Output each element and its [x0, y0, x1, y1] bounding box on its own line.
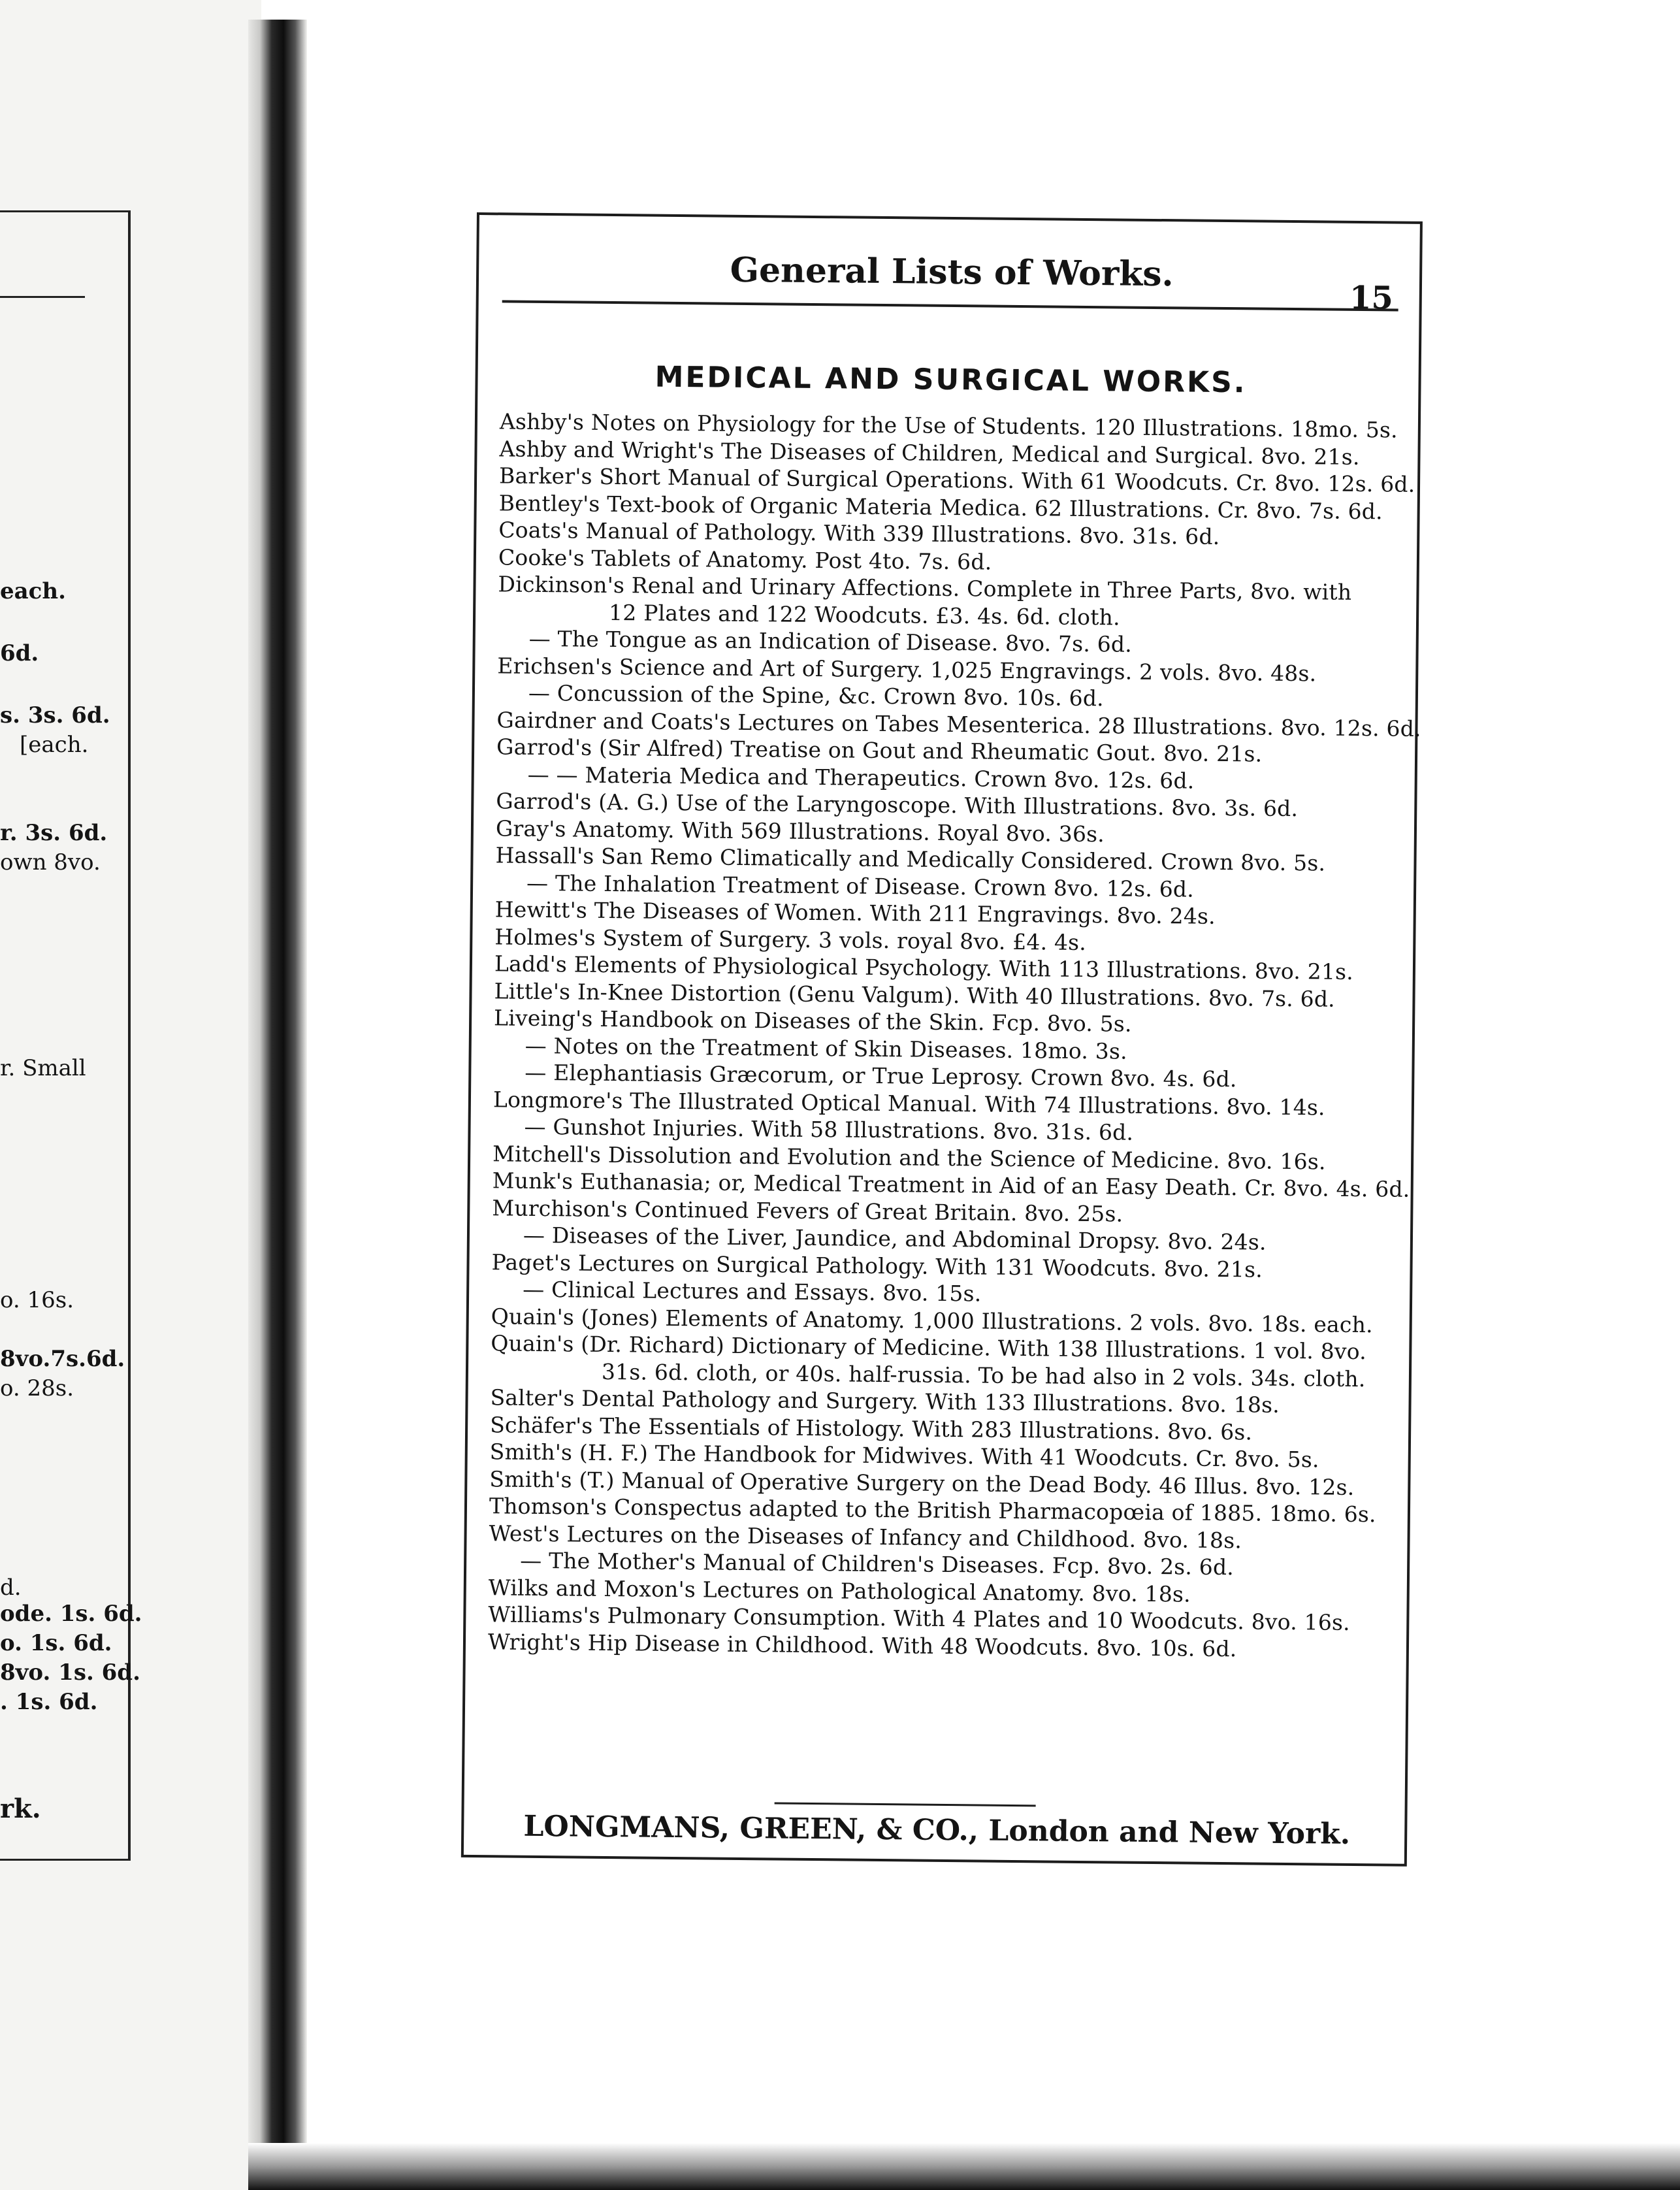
list-item: — Clinical Lectures and Essays. 8vo. 15s. [522, 1276, 982, 1307]
facing-page-fragment: own 8vo. [0, 849, 101, 875]
list-item: Quain's (Jones) Elements of Anatomy. 1,000 Illustrations. 2 vols. 8vo. 18s. each. [491, 1303, 1373, 1337]
list-item: Schäfer's The Essentials of Histology. With 283 Illustrations. 8vo. 6s. [490, 1411, 1253, 1445]
list-item: — Elephantiasis Græcorum, or True Leprosy. Crown 8vo. 4s. 6d. [525, 1059, 1237, 1092]
list-item: Thomson's Conspectus adapted to the British Pharmacopœia of 1885. 18mo. 6s. [489, 1493, 1376, 1528]
list-item: Little's In-Knee Distortion (Genu Valgum). With 40 Illustrations. 8vo. 7s. 6d. [494, 977, 1336, 1012]
list-item: Liveing's Handbook on Diseases of the Skin. Fcp. 8vo. 5s. [493, 1005, 1132, 1037]
facing-page-fragment: 8vo.7s.6d. [0, 1346, 125, 1372]
list-item: Murchison's Continued Fevers of Great Britain. 8vo. 25s. [492, 1194, 1123, 1227]
list-item: Gairdner and Coats's Lectures on Tabes Mesenterica. 28 Illustrations. 8vo. 12s. 6d. [496, 706, 1421, 742]
facing-page-fragment: d. [0, 1575, 22, 1601]
list-item-continuation: 12 Plates and 122 Woodcuts. £3. 4s. 6d. cloth. [608, 599, 1120, 630]
footer-rule [775, 1802, 1036, 1806]
facing-page-fragment: rk. [0, 1793, 41, 1824]
works-list [487, 408, 1421, 1663]
list-item: — Notes on the Treatment of Skin Diseases. 18mo. 3s. [525, 1032, 1127, 1064]
list-item: — The Mother's Manual of Children's Diseases. Fcp. 8vo. 2s. 6d. [520, 1547, 1235, 1580]
list-item: Longmore's The Illustrated Optical Manual. With 74 Illustrations. 8vo. 14s. [493, 1086, 1325, 1120]
list-item: Dickinson's Renal and Urinary Affections. Complete in Three Parts, 8vo. with [498, 571, 1352, 605]
facing-page-fragment: o. 1s. 6d. [0, 1630, 112, 1656]
list-item: Coats's Manual of Pathology. With 339 Illustrations. 8vo. 31s. 6d. [498, 517, 1220, 549]
list-item: Garrod's (A. G.) Use of the Laryngoscope. With Illustrations. 8vo. 3s. 6d. [496, 788, 1299, 822]
page-frame [461, 212, 1423, 1867]
publisher-imprint: LONGMANS, GREEN, & CO., London and New York. [523, 1809, 1351, 1851]
list-item: Holmes's System of Surgery. 3 vols. royal 8vo. £4. 4s. [494, 923, 1087, 955]
list-item: Quain's (Dr. Richard) Dictionary of Medicine. With 138 Illustrations. 1 vol. 8vo. [491, 1330, 1367, 1365]
facing-page-fragment: r. 3s. 6d. [0, 820, 108, 846]
facing-page [0, 0, 261, 2190]
list-item: — Diseases of the Liver, Jaundice, and Abdominal Dropsy. 8vo. 24s. [523, 1222, 1267, 1255]
list-item: Bentley's Text-book of Organic Materia Medica. 62 Illustrations. Cr. 8vo. 7s. 6d. [498, 489, 1383, 524]
list-item: — — Materia Medica and Therapeutics. Crown 8vo. 12s. 6d. [527, 761, 1195, 794]
list-item: Paget's Lectures on Surgical Pathology. With 131 Woodcuts. 8vo. 21s. [491, 1249, 1263, 1283]
list-item: Salter's Dental Pathology and Surgery. With 133 Illustrations. 8vo. 18s. [490, 1384, 1280, 1418]
list-item: Hewitt's The Diseases of Women. With 211 Engravings. 8vo. 24s. [494, 896, 1216, 929]
list-item: Williams's Pulmonary Consumption. With 4 Plates and 10 Woodcuts. 8vo. 16s. [488, 1601, 1351, 1635]
facing-page-fragment: 8vo. 1s. 6d. [0, 1659, 140, 1686]
list-item: Wilks and Moxon's Lectures on Pathological Anatomy. 8vo. 18s. [488, 1574, 1191, 1607]
list-item: — Gunshot Injuries. With 58 Illustrations. 8vo. 31s. 6d. [524, 1113, 1134, 1145]
list-item: Smith's (T.) Manual of Operative Surgery on the Dead Body. 46 Illus. 8vo. 12s. [489, 1465, 1355, 1500]
facing-page-fragment: . 1s. 6d. [0, 1689, 98, 1715]
page-number: 15 [1349, 279, 1394, 317]
facing-page-fragment: s. 3s. 6d. [0, 702, 110, 728]
header-rule [502, 300, 1398, 311]
running-head: General Lists of Works. [730, 250, 1174, 295]
list-item: — The Inhalation Treatment of Disease. Crown 8vo. 12s. 6d. [526, 870, 1195, 902]
list-item: Erichsen's Science and Art of Surgery. 1,025 Engravings. 2 vols. 8vo. 48s. [497, 652, 1317, 686]
section-title: MEDICAL AND SURGICAL WORKS. [654, 360, 1247, 400]
list-item: Hassall's San Remo Climatically and Medically Considered. Crown 8vo. 5s. [495, 842, 1326, 876]
page-bottom-shadow [248, 2143, 1680, 2190]
list-item-continuation: 31s. 6d. cloth, or 40s. half-russia. To be had also in 2 vols. 34s. cloth. [601, 1358, 1366, 1392]
facing-page-fragment: [each. [20, 732, 89, 758]
list-item: Barker's Short Manual of Surgical Operations. With 61 Woodcuts. Cr. 8vo. 12s. 6d. [498, 463, 1415, 497]
list-item: Mitchell's Dissolution and Evolution and the Science of Medicine. 8vo. 16s. [492, 1140, 1326, 1175]
list-item: Ashby's Notes on Physiology for the Use of Students. 120 Illustrations. 18mo. 5s. [499, 408, 1398, 443]
facing-page-fragment: 6d. [0, 640, 39, 666]
list-item: West's Lectures on the Diseases of Infancy and Childhood. 8vo. 18s. [489, 1520, 1242, 1553]
list-item: Smith's (H. F.) The Handbook for Midwives. With 41 Woodcuts. Cr. 8vo. 5s. [489, 1439, 1319, 1473]
list-item: Ashby and Wright's The Diseases of Children, Medical and Surgical. 8vo. 21s. [499, 435, 1360, 470]
list-item: — Concussion of the Spine, &c. Crown 8vo. 10s. 6d. [528, 679, 1105, 711]
list-item: Ladd's Elements of Physiological Psychology. With 113 Illustrations. 8vo. 21s. [494, 951, 1354, 985]
book-gutter [248, 20, 307, 2163]
facing-page-fragment: o. 16s. [0, 1287, 74, 1313]
list-item: Garrod's (Sir Alfred) Treatise on Gout and Rheumatic Gout. 8vo. 21s. [496, 734, 1263, 767]
facing-page-fragment: each. [0, 578, 66, 604]
list-item: Wright's Hip Disease in Childhood. With 48 Woodcuts. 8vo. 10s. 6d. [487, 1628, 1237, 1661]
list-item: — The Tongue as an Indication of Disease. 8vo. 7s. 6d. [528, 625, 1133, 657]
facing-page-fragment: o. 28s. [0, 1375, 74, 1401]
list-item: Munk's Euthanasia; or, Medical Treatment in Aid of an Easy Death. Cr. 8vo. 4s. 6d. [492, 1168, 1410, 1202]
facing-page-rule [0, 296, 85, 298]
facing-page-fragment: ode. 1s. 6d. [0, 1601, 142, 1627]
facing-page-fragment: r. Small [0, 1055, 86, 1081]
list-item: Gray's Anatomy. With 569 Illustrations. Royal 8vo. 36s. [495, 815, 1105, 847]
list-item: Cooke's Tablets of Anatomy. Post 4to. 7s. 6d. [498, 544, 992, 575]
